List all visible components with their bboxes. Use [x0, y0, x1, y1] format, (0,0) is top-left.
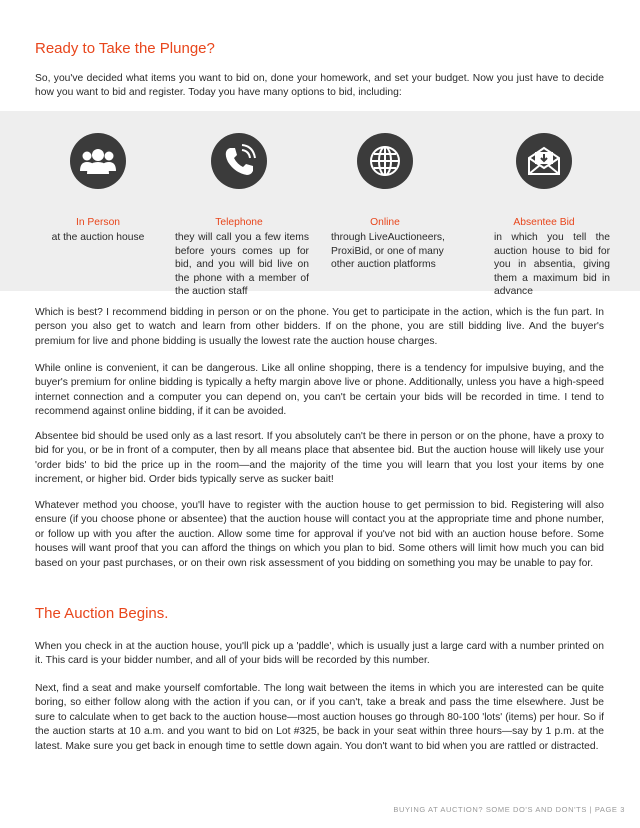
option-title: Absentee Bid — [513, 217, 575, 228]
option-online — [315, 133, 455, 270]
people-icon — [70, 133, 126, 189]
paragraph-seat: Next, find a seat and make yourself comfortable. The long wait between the items in which you are interested can be quite boring, so either follow along with the action if you can, or if you can't, take a break and pass the time elsewhere. Just be sure to calculate when to get back to the auction house—most auction houses go through 80-100 'lots' (items) per hour. So if the auction starts at 10 a.m. and you want to bid on Lot #325, be back in your seat within three hours—say by 1 p.m. at the latest. Make sure you get back in enough time to settle down again. You don't want to bid when you are rattled or distracted. — [35, 683, 604, 752]
option-title: Telephone — [215, 217, 263, 228]
phone-icon — [211, 133, 267, 189]
paragraph-which-is-best: Which is best? I recommend bidding in person or on the phone. You get to participate in the action, which is the fun part. In person you also get to watch and learn from other bidders. If on the phone, you are still bidding live. And the buyer's premium for live and phone bidding is usually the lowest rate the auction house charges. — [35, 307, 604, 347]
globe-icon — [357, 133, 413, 189]
option-absentee — [474, 133, 614, 297]
option-desc: through LiveAuctioneers, ProxiBid, or one of many other auction platforms — [331, 232, 445, 270]
paragraph-absentee: Absentee bid should be used only as a last resort. If you absolutely can't be there in person or on the phone, have a proxy to bid for you, or be in front of a computer, then by all means place that absentee bid. But the auction house will likely use your 'order bids' to bid the price up in the room—and the majority of the time you will learn that you lost your items by one increment, or higher bid. Order bids typically serve as sucker bait! — [35, 431, 604, 486]
option-desc: at the auction house — [51, 232, 145, 243]
paragraph-paddle: When you check in at the auction house, you'll pick up a 'paddle', which is usually just a large card with a number printed on it. This card is your bidder number, and all of your bids will be recorded by this number. — [35, 641, 604, 667]
section-heading-plunge: Ready to Take the Plunge? — [35, 40, 215, 57]
option-desc: they will call you a few items before yours comes up for bid, and you will bid live on the phone with a member of the auction staff — [175, 232, 309, 297]
option-title: Online — [370, 217, 400, 228]
envelope-icon — [516, 133, 572, 189]
option-in-person — [28, 133, 168, 243]
paragraph-online: While online is convenient, it can be dangerous. Like all online shopping, there is a tendency for impulsive buying, and the buyer's premium for online bidding is typically a hefty margin above live or phone. Additionally, unless you have a high-speed internet connection and a computer you can depend on, you can't be certain your bids will be recorded in time. I tend to recommend against online bidding, if it can be avoided. — [35, 363, 604, 418]
page-footer: BUYING AT AUCTION? SOME DO'S AND DON'TS | PAGE 3 — [393, 805, 625, 814]
option-telephone — [169, 133, 309, 297]
section-heading-auction-begins: The Auction Begins. — [35, 605, 169, 622]
paragraph-register: Whatever method you choose, you'll have to register with the auction house to get permission to bid. Registering will also ensure (if you choose phone or absentee) that the auction house will contact you at the appropriate time and phone number, or follow up with you after the auction. Allow some time for approval if you've not bid with an auction house before. Some houses will want proof that you can afford the things on which you plan to bid. Some others will limit how much you can bid based on your past purchases, or on their own risk assessment of you bidding on something you may be unable to pay for. — [35, 500, 604, 569]
intro-paragraph: So, you've decided what items you want to bid on, done your homework, and set your budget. Now you just have to decide how you want to bid and register. Today you have many options to bid, including: — [35, 73, 604, 99]
option-desc: in which you tell the auction house to bid for you in absentia, giving them a maximum bid in advance — [494, 232, 610, 297]
option-title: In Person — [75, 217, 121, 228]
bidding-options-band — [0, 111, 640, 297]
